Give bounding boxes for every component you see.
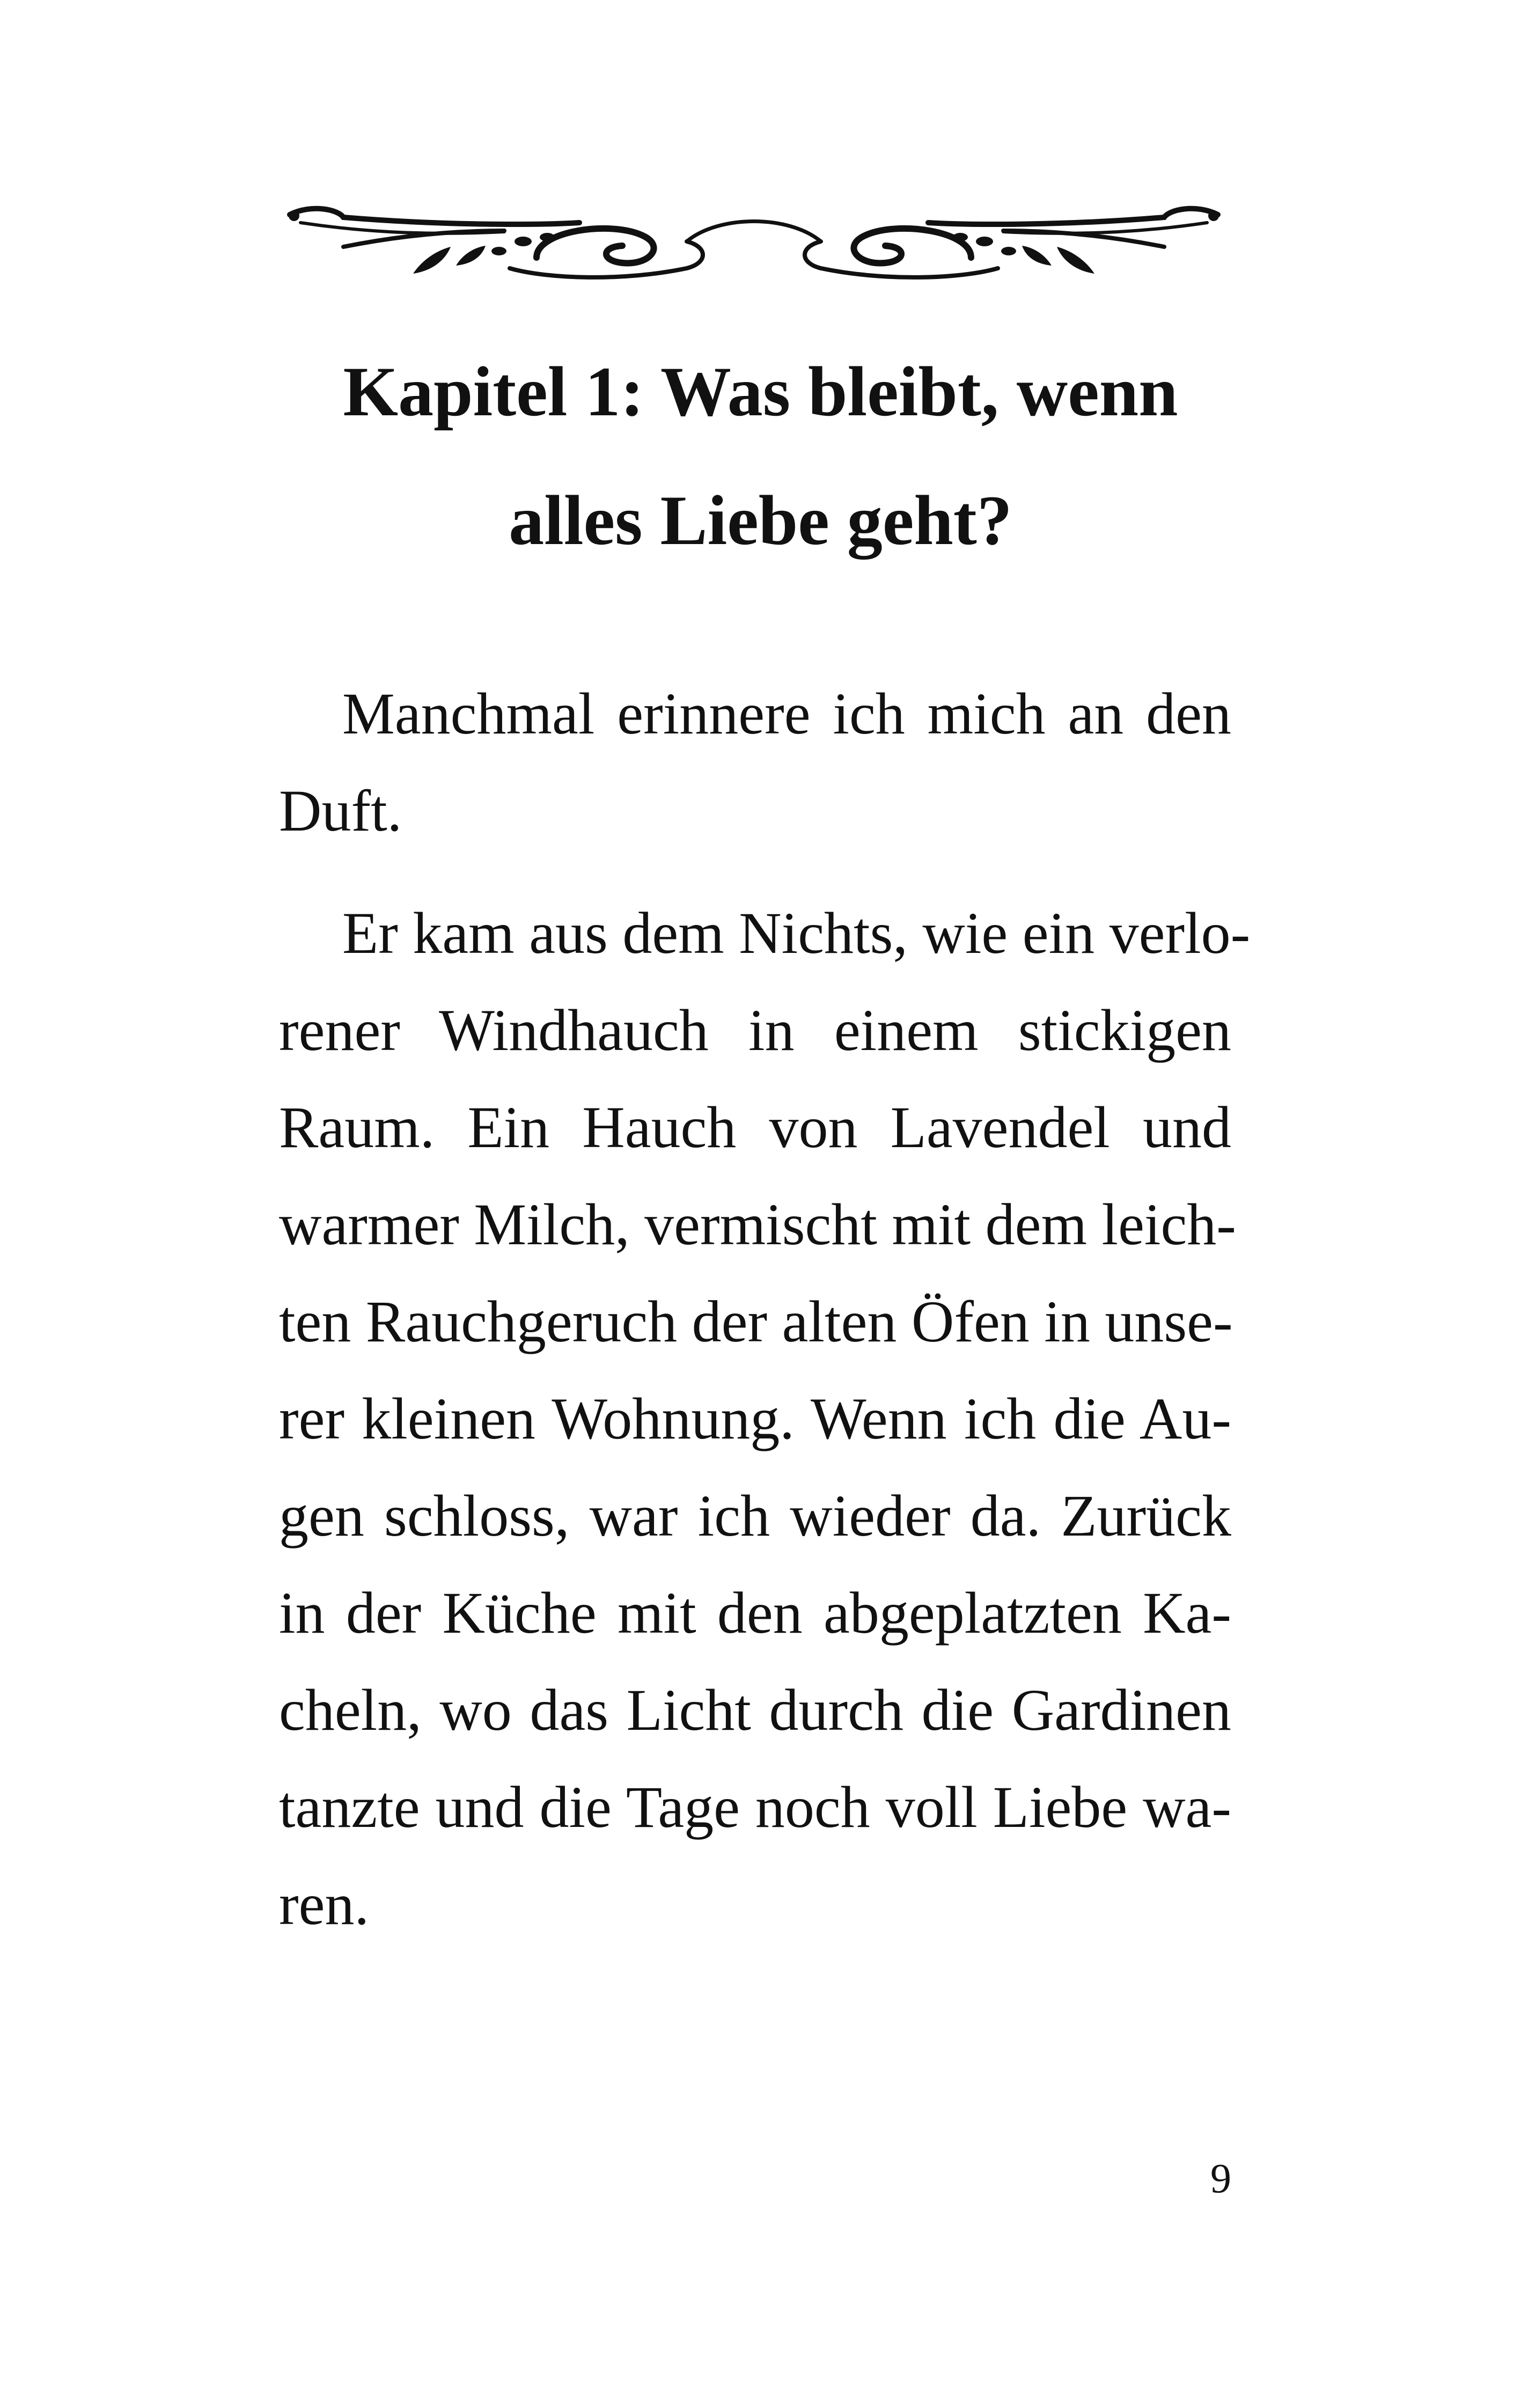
text-line: ren. [279, 1871, 369, 1937]
text-line: Manchmal erinnere ich mich an den [342, 681, 1231, 746]
paragraph [279, 885, 1251, 1953]
paragraph [279, 665, 1231, 860]
text-line: cheln, wo das Licht durch die Gardinen [279, 1677, 1231, 1743]
text-line: in der Küche mit den abgeplatzten Ka- [279, 1580, 1231, 1646]
text-line: tanzte und die Tage noch voll Liebe wa- [279, 1774, 1231, 1840]
paragraph-spacer [279, 860, 1231, 885]
text-line: rer kleinen Wohnung. Wenn ich die Au- [279, 1386, 1231, 1451]
flourish-divider-icon [279, 193, 1229, 295]
text-line: Raum. Ein Hauch von Lavendel und [279, 1095, 1231, 1160]
chapter-body [279, 665, 1251, 1953]
text-line: rener Windhauch in einem stickigen [279, 997, 1231, 1063]
text-line: warmer Milch, vermischt mit dem leich- [279, 1192, 1236, 1257]
text-line: ten Rauchgeruch der alten Öfen in unse- [279, 1289, 1233, 1354]
chapter-title-line-1: Kapitel 1: Was bleibt, wenn [343, 352, 1178, 431]
text-line: Duft. [279, 778, 402, 843]
chapter-title-line-2: alles Liebe geht? [509, 481, 1012, 560]
page-number: 9 [1210, 2155, 1231, 2201]
chapter-title [225, 327, 1296, 585]
text-line: gen schloss, war ich wieder da. Zurück [279, 1483, 1231, 1548]
text-line: Er kam aus dem Nichts, wie ein verlo- [342, 900, 1251, 966]
